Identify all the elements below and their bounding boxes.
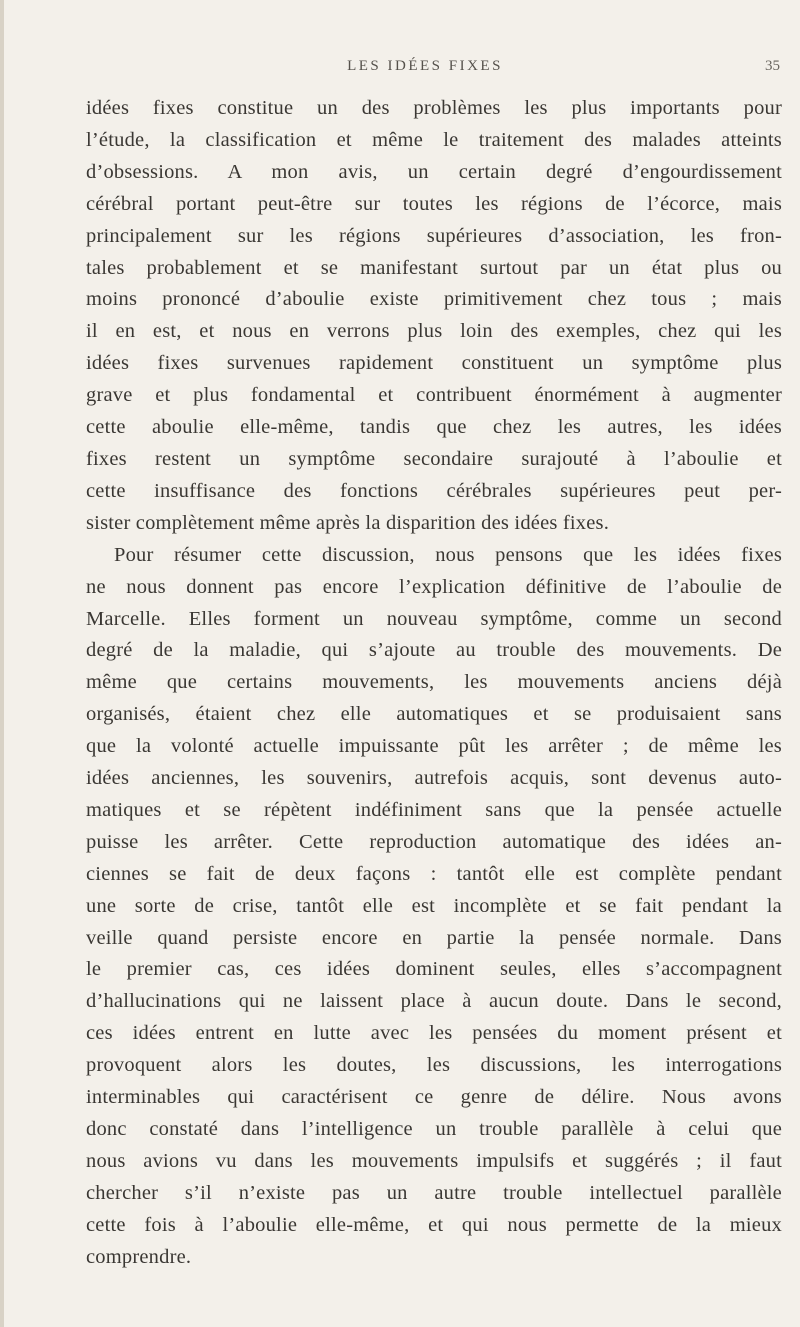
text-line: degré de la maladie, qui s’ajoute au trouble des mouvements. De	[86, 639, 782, 662]
text-line: idées fixes constitue un des problèmes les plus importants pour	[86, 97, 782, 119]
text-line: cérébral portant peut-être sur toutes les régions de l’écorce, mais	[86, 192, 782, 215]
text-line: que la volonté actuelle impuissante pût les arrêter ; de même les	[86, 735, 782, 758]
text-line: nous avions vu dans les mouvements impulsifs et suggérés ; il faut	[86, 1149, 782, 1172]
text-line: chercher s’il n’existe pas un autre trouble intellectuel parallèle	[86, 1181, 782, 1204]
text-line: Marcelle. Elles forment un nouveau symptôme, comme un second	[86, 607, 782, 630]
text-line: le premier cas, ces idées dominent seules, elles s’accompagnent	[86, 958, 782, 981]
body-text	[86, 93, 782, 1274]
text-line: idées fixes survenues rapidement constituent un symptôme plus	[86, 352, 782, 375]
text-line: donc constaté dans l’intelligence un trouble parallèle à celui que	[86, 1118, 782, 1140]
text-line: moins prononcé d’aboulie existe primitivement chez tous ; mais	[86, 288, 782, 311]
text-line: organisés, étaient chez elle automatiques et se produisaient sans	[86, 703, 782, 726]
text-line: fixes restent un symptôme secondaire surajouté à l’aboulie et	[86, 447, 782, 470]
text-line: ne nous donnent pas encore l’explication définitive de l’aboulie de	[86, 575, 782, 598]
text-line: d’obsessions. A mon avis, un certain degré d’engourdissement	[86, 160, 782, 183]
text-line: cette fois à l’aboulie elle-même, et qui nous permette de la mieux	[86, 1213, 782, 1236]
text-line: provoquent alors les doutes, les discussions, les interrogations	[86, 1054, 782, 1077]
text-line: grave et plus fondamental et contribuent énormément à augmenter	[86, 384, 782, 407]
text-line: même que certains mouvements, les mouvements anciens déjà	[86, 671, 782, 694]
text-line: il en est, et nous en verrons plus loin des exemples, chez qui les	[86, 320, 782, 343]
running-title: LES IDÉES FIXES	[347, 58, 503, 74]
page-edge	[0, 0, 4, 1327]
paragraph	[86, 540, 782, 1274]
text-line: veille quand persiste encore en partie la pensée normale. Dans	[86, 926, 782, 949]
text-line: interminables qui caractérisent ce genre de délire. Nous avons	[86, 1086, 782, 1109]
paragraph	[86, 93, 782, 540]
text-line: cette insuffisance des fonctions cérébrales supérieures peut per-	[86, 479, 782, 502]
text-line: principalement sur les régions supérieures d’association, les fron-	[86, 224, 782, 247]
text-line: cette aboulie elle-même, tandis que chez les autres, les idées	[86, 416, 782, 439]
text-line: l’étude, la classification et même le traitement des malades atteints	[86, 128, 782, 151]
text-line: Pour résumer cette discussion, nous pensons que les idées fixes	[114, 543, 782, 566]
text-line: idées anciennes, les souvenirs, autrefois acquis, sont devenus auto-	[86, 767, 782, 790]
text-line: ciennes se fait de deux façons : tantôt elle est complète pendant	[86, 862, 782, 885]
text-line: puisse les arrêter. Cette reproduction automatique des idées an-	[86, 830, 782, 853]
text-line: ces idées entrent en lutte avec les pensées du moment présent et	[86, 1022, 782, 1045]
text-line: une sorte de crise, tantôt elle est incomplète et se fait pendant la	[86, 894, 782, 917]
text-line: comprendre.	[86, 1245, 192, 1268]
running-head	[70, 58, 780, 82]
text-line: tales probablement et se manifestant surtout par un état plus ou	[86, 256, 782, 279]
text-line: matiques et se répètent indéfiniment sans que la pensée actuelle	[86, 798, 782, 821]
text-line: sister complètement même après la disparition des idées fixes.	[86, 511, 610, 534]
page-number: 35	[765, 58, 780, 74]
text-line: d’hallucinations qui ne laissent place à aucun doute. Dans le second,	[86, 990, 782, 1013]
